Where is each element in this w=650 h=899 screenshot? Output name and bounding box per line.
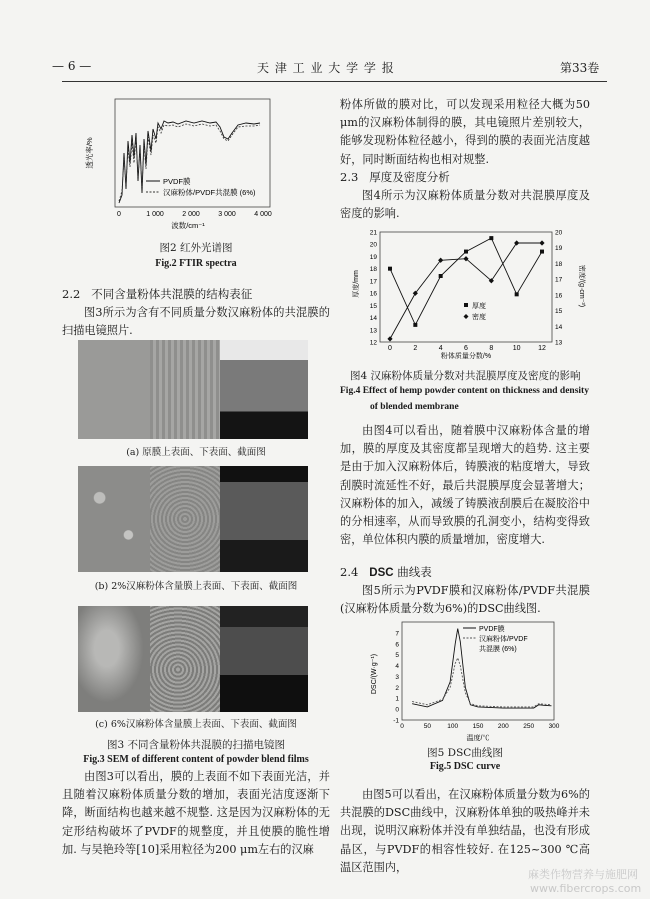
fig5-xtick: 200 [497,723,509,730]
sem-c-cross [220,606,308,712]
fig4-ytick-left: 14 [369,315,377,323]
fig4-point-thickness [540,250,544,254]
fig5-ytick: 0 [395,706,399,714]
section-title-bold: DSC [369,567,394,579]
section-number: 2.4 [340,565,359,579]
fig5-xtick: 300 [548,723,560,730]
sem-b-upper [78,466,150,572]
fig4-point-density [539,240,544,245]
paragraph-right-2: 图4所示为汉麻粉体质量分数对共混膜厚度及密度的影响. [340,189,590,221]
fig5-frame [402,622,554,720]
journal-title: 天 津 工 业 大 学 学 报 [257,61,395,75]
fig4-ytick-right: 17 [555,276,563,284]
fig4-ytick-right: 19 [555,245,563,253]
volume: 第33卷 [560,61,600,75]
fig5-xtick: 0 [400,723,404,730]
fig4-ytick-left: 12 [369,339,377,347]
section-2-4-heading [340,564,432,580]
fig2-xtick: 0 [117,211,121,218]
fig2-ylabel: 透光率/% [85,137,94,169]
page-number: — 6 — [52,59,92,73]
fig4-point-density [387,336,392,341]
fig5-ytick: 6 [395,641,399,649]
fig5-series-line [412,658,551,707]
fig2-ftir-chart [78,93,278,231]
fig5-ytick: 4 [395,663,399,671]
fig4-xtick: 6 [464,345,468,352]
fig2-xtick: 3 000 [218,211,236,218]
fig5-ytick: 2 [395,684,399,692]
watermark-cn: 麻类作物营养与施肥网 [528,868,638,881]
fig3-caption-en: Fig.3 SEM of different content of powder blend films [83,754,309,765]
fig4-point-thickness [439,274,443,278]
paragraph-right-1: 粉体所做的膜对比，可以发现采用粒径大概为50 μm的汉麻粉体制得的膜，其电镜照片差别较大，能够发现粉体粒径越小，得到的膜的表面光洁度越好，同时断面结构也相对规整. [340,98,590,166]
fig4-ytick-left: 21 [369,229,377,237]
sem-a-cross [220,340,308,439]
fig4-caption-en-2: of blended membrane [370,402,459,412]
section-title: 曲线表 [397,565,432,579]
section-2-2-heading [62,286,252,302]
fig4-ylabel-left: 厚度/mm [353,270,360,298]
fig4-caption-en-1: Fig.4 Effect of hemp powder content on thickness and density [340,386,589,396]
fig4-xlabel: 粉体质量分数/% [440,353,492,360]
fig5-dsc-chart [368,616,564,742]
watermark-url: www.fibercrops.com [530,882,642,895]
sem-b-lower [150,466,220,572]
fig2-xtick: 1 000 [146,211,164,218]
fig4-point-thickness [489,236,493,240]
fig4-xtick: 10 [512,345,521,352]
fig2-xticks [117,211,272,218]
fig5-xtick: 100 [447,723,459,730]
fig5-legend-2: 汉麻粉体/PVDF [479,636,528,643]
fig4-ytick-right: 14 [555,323,563,331]
fig4-point-thickness [413,323,417,327]
fig3-caption-cn: 图3 不同含量粉体共混膜的扫描电镜图 [106,739,286,751]
fig2-legend-2: 汉麻粉体/PVDF共混膜 (6%) [163,188,256,197]
fig5-legend-3: 共混膜 (6%) [479,646,517,653]
fig5-ytick: 5 [395,652,399,660]
sem-a-upper [78,340,150,439]
sem-b-cross [220,466,308,572]
fig4-thickness-density-chart [352,226,584,360]
fig3-sub-b: (b) 2%汉麻粉体含量膜上表面、下表面、截面图 [94,581,298,592]
fig4-legend-1: 厚度 [472,303,486,310]
fig4-ytick-left: 15 [369,302,377,310]
fig2-xtick: 4 000 [254,211,272,218]
fig5-xlabel: 温度/℃ [466,735,490,742]
fig2-xtick: 2 000 [182,211,200,218]
fig5-xtick: 150 [472,723,484,730]
fig2-caption-en: Fig.2 FTIR spectra [155,258,237,269]
fig4-point-thickness [388,267,392,271]
fig4-xtick: 4 [438,345,443,352]
fig4-point-thickness [464,250,468,254]
fig4-xtick: 12 [538,345,546,352]
fig5-caption-en: Fig.5 DSC curve [429,761,501,772]
fig5-ytick: -1 [393,717,399,725]
fig4-ylabel-right: 密度/(g·cm⁻³) [578,264,585,308]
paragraph-left-1: 图3所示为含有不同质量分数汉麻粉体的共混膜的扫描电镜照片. [62,306,330,338]
paragraph-left-2: 由图3可以看出，膜的上表面不如下表面光洁，并且随着汉麻粉体质量分数的增加，表面光洁度逐渐下降，断面结构也越来越不规整. 这是因为汉麻粉体的无定形结构破坏了PVDF的规整度，并且使膜的脆性增加. 与吴艳玲等[10]采用粒径为200 μm左右的汉麻 [62,770,330,856]
fig4-ytick-left: 18 [369,266,377,274]
fig4-point-thickness [515,292,519,296]
fig2-caption-cn: 图2 红外光谱图 [159,242,233,254]
section-2-3-heading [340,169,450,185]
fig4-frame [380,232,552,342]
fig4-legend-marker-1 [464,303,468,307]
fig4-ytick-right: 20 [555,229,563,237]
sem-image-a [78,340,308,439]
fig4-ytick-left: 19 [369,253,377,261]
fig5-ytick: 1 [395,695,399,703]
fig5-ytick: 3 [395,673,399,681]
fig4-xtick: 2 [413,345,418,352]
fig4-ytick-left: 17 [369,278,377,286]
fig4-ytick-right: 13 [555,339,563,347]
sem-a-lower [150,340,220,439]
paragraph-right-5: 由图5可以看出，在汉麻粉体质量分数为6%的共混膜的DSC曲线中，汉麻粉体单独的吸热峰并未出现，说明汉麻粉体并没有单独结晶，也没有形成晶区，与PVDF的相容性较好. 在125~300 ℃高温区范围内， [340,788,590,874]
fig5-ytick: 7 [395,630,399,638]
fig4-xtick: 8 [489,345,494,352]
fig5-xtick: 50 [423,723,431,730]
section-number: 2.3 [340,170,359,184]
fig4-ytick-left: 20 [369,241,377,249]
header-rule [62,81,607,82]
fig4-ytick-right: 15 [555,308,563,316]
fig4-point-density [514,240,519,245]
fig2-legend-1: PVDF膜 [163,177,191,186]
fig4-ytick-right: 18 [555,260,563,268]
paragraph-right-3: 由图4可以看出，随着膜中汉麻粉体含量的增加，膜的厚度及其密度都呈现增大的趋势. 这主要是由于加入汉麻粉体后，铸膜液的粘度增大，导致刮膜时流延性不好，最后共混膜厚度会显著增大；汉麻粉体的加入，减缓了铸膜液刮膜后在凝胶浴中的分相速率，从而导致膜的孔洞变小，结构变得致密，单位体积内膜的质量增加，密度增大. [340,424,590,547]
fig5-xtick: 250 [523,723,535,730]
section-title: 厚度及密度分析 [369,170,450,184]
section-title: 不同含量粉体共混膜的结构表征 [91,287,253,301]
fig4-legend-marker-2 [464,314,469,319]
sem-image-b [78,466,308,572]
fig4-legend-2: 密度 [472,314,486,321]
fig4-ytick-right: 16 [555,292,563,300]
fig4-caption-cn: 图4 汉麻粉体质量分数对共混膜厚度及密度的影响 [350,370,581,382]
sem-image-c [78,606,308,712]
fig4-xtick: 0 [388,345,392,352]
paragraph-right-4: 图5所示为PVDF膜和汉麻粉体/PVDF共混膜(汉麻粉体质量分数为6%)的DSC曲线图. [340,584,590,616]
fig2-xlabel: 波数/cm⁻¹ [171,221,205,230]
fig4-ytick-left: 13 [369,327,377,335]
fig3-sub-c: (c) 6%汉麻粉体含量膜上表面、下表面、截面图 [95,719,297,730]
fig5-ylabel: DSC/(W·g⁻¹) [371,653,378,695]
section-number: 2.2 [62,287,81,301]
fig5-legend-1: PVDF膜 [479,626,505,633]
fig5-caption-cn: 图5 DSC曲线图 [427,747,503,759]
sem-c-lower [150,606,220,712]
fig3-sub-a: (a) 原膜上表面、下表面、截面图 [126,447,266,458]
fig4-ytick-left: 16 [369,290,377,298]
sem-c-upper [78,606,150,712]
